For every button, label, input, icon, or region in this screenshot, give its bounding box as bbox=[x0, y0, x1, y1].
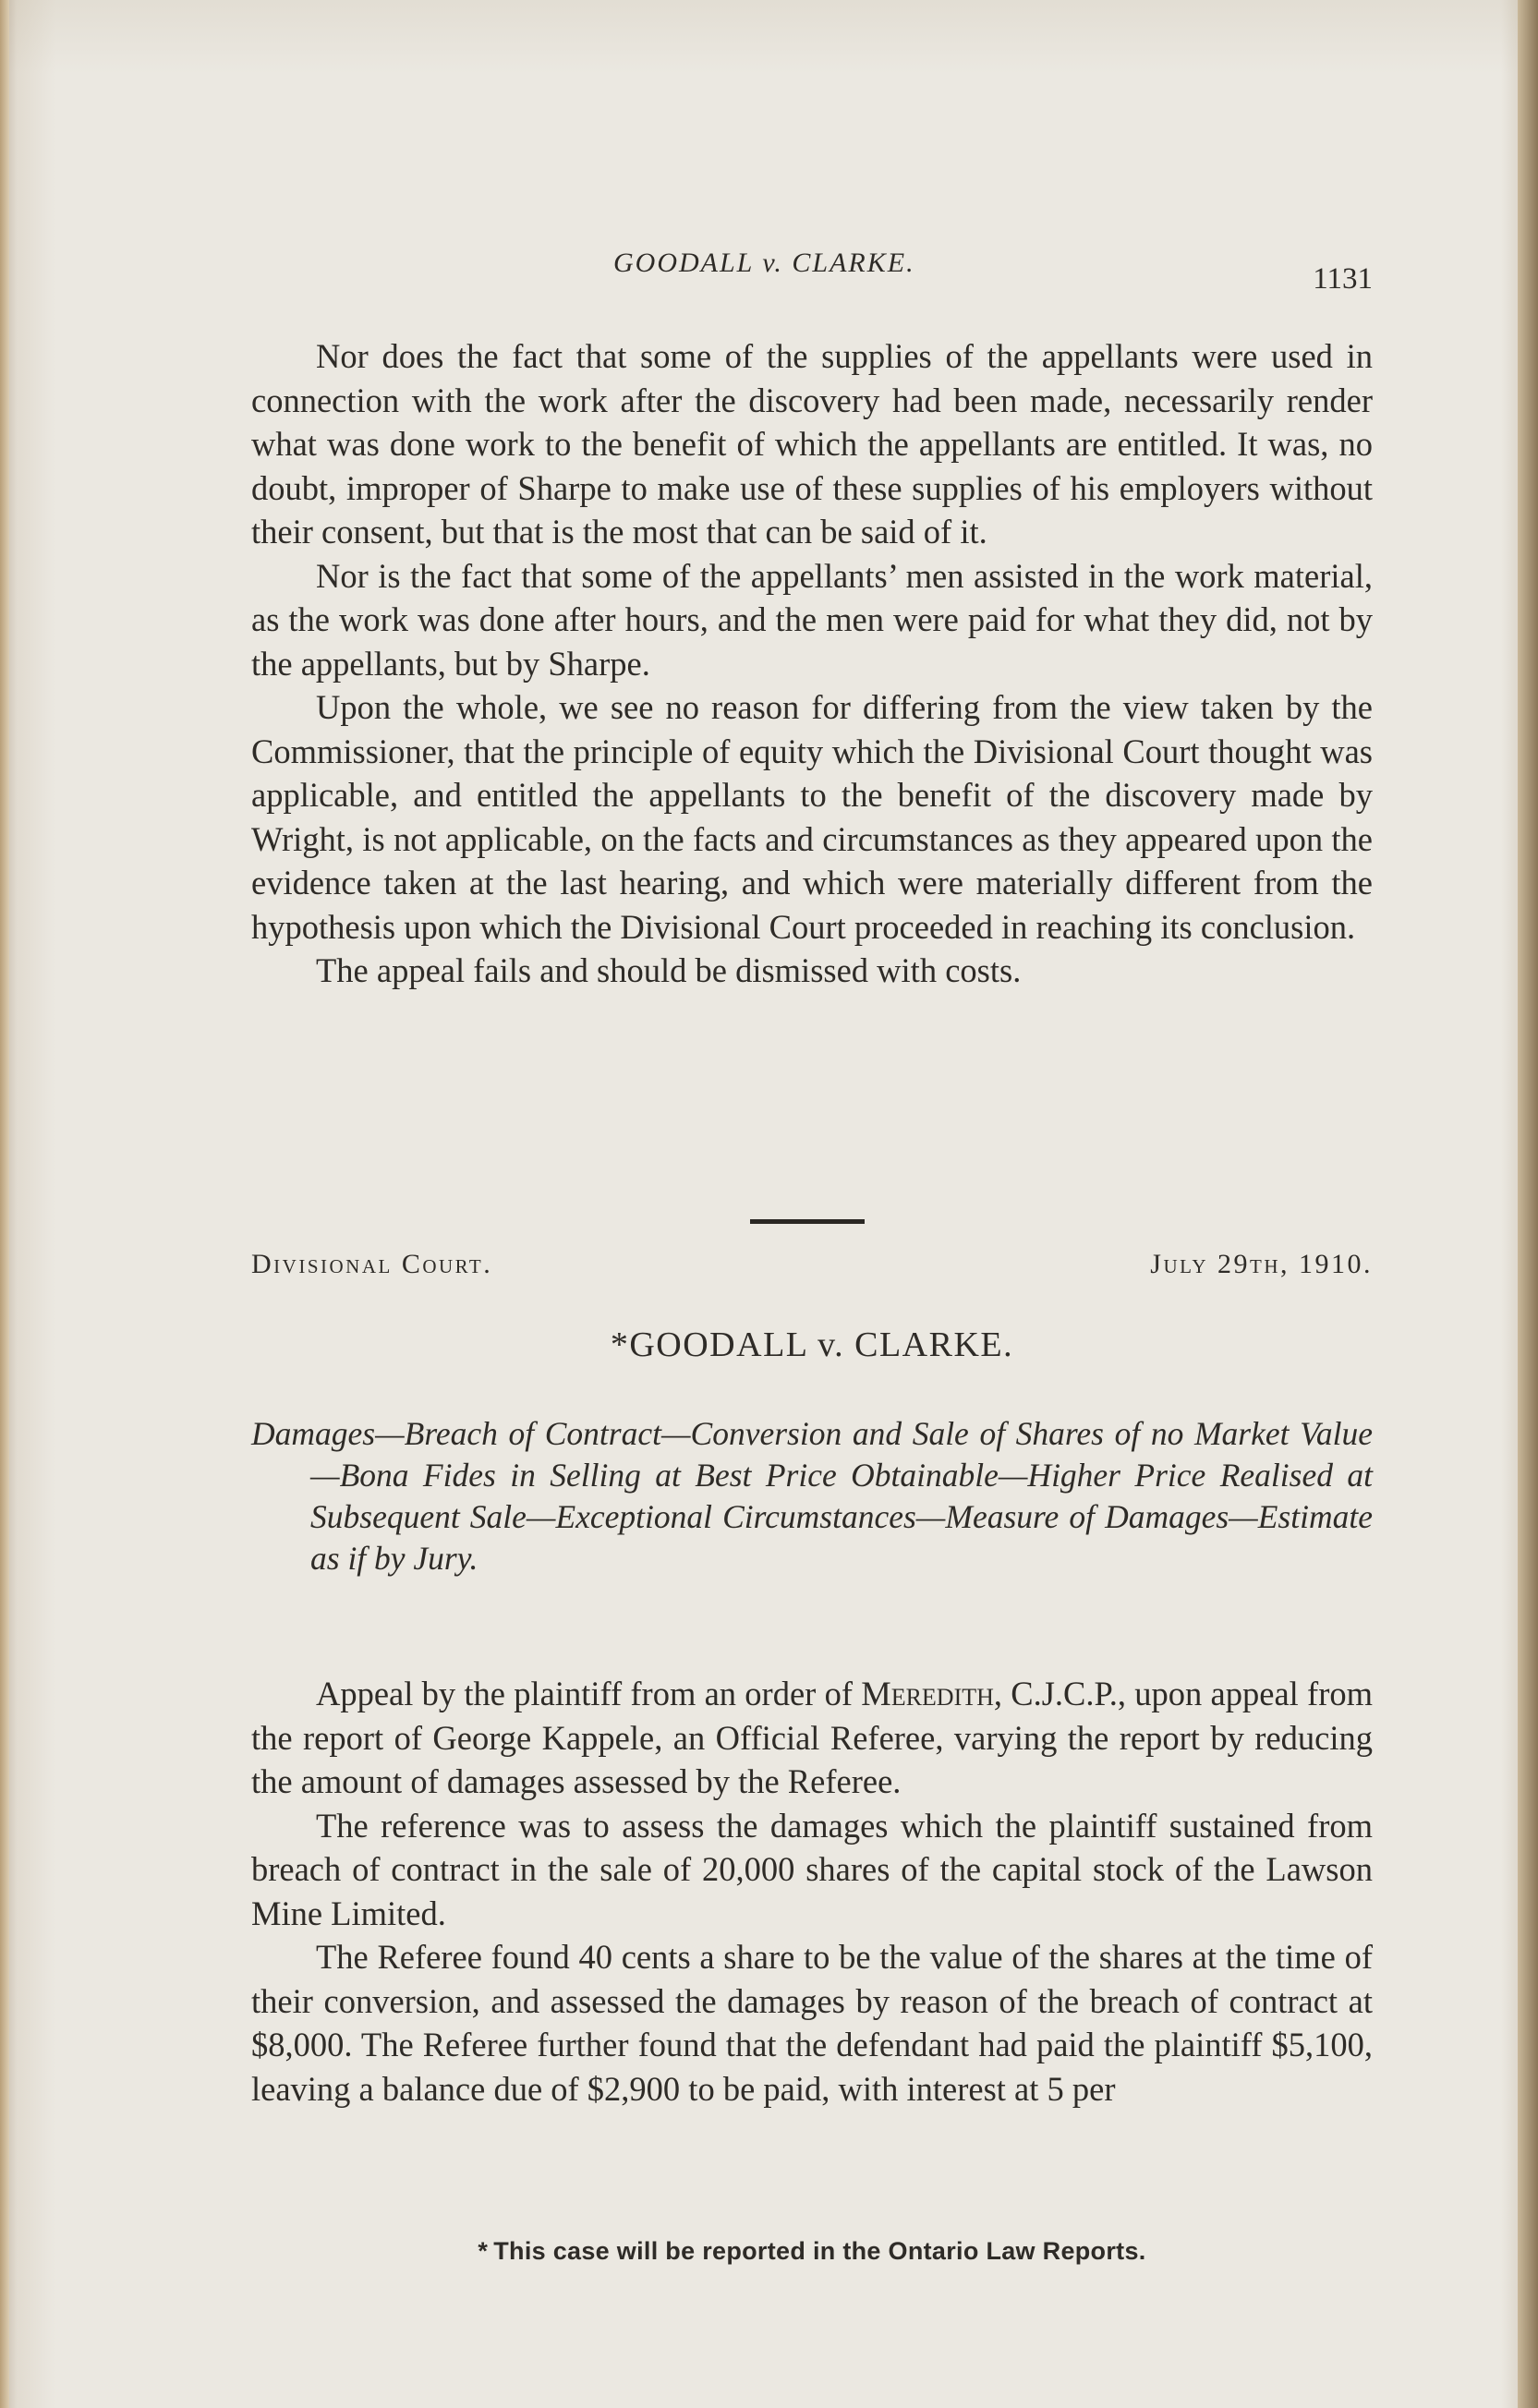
paragraph: Nor does the fact that some of the supplies of the appellants were used in connection with the work after the discovery had been made, necessarily render what was done work to the benefit of which the appellants are entitled. It was, no doubt, improper of Sharpe to make use of these supplies of his employers without their consent, but that is the most that can be said of it. bbox=[251, 337, 1373, 551]
paragraph-text: , upon appeal from the report of George Kappele, an Official Referee, varying the report by reducing the amount of damages assessed by the Referee. bbox=[251, 1675, 1373, 1800]
page-outer-edge bbox=[1518, 0, 1538, 2408]
page-number: 1131 bbox=[1313, 262, 1373, 296]
paragraph bbox=[251, 1672, 1373, 1804]
footnote-mark: * bbox=[478, 2237, 489, 2265]
running-title: GOODALL v. CLARKE. bbox=[613, 248, 915, 278]
paragraph: Nor is the fact that some of the appellants’ men assisted in the work material, as the work was done after hours, and the men were paid for what they did, not by the appellants, but by Sharpe. bbox=[251, 556, 1373, 683]
paragraph-text: Appeal by the plaintiff from an order of bbox=[316, 1675, 862, 1712]
footnote bbox=[251, 2237, 1373, 2266]
page-binding-edge bbox=[0, 0, 9, 2408]
running-header bbox=[251, 242, 1373, 296]
paragraph: Upon the whole, we see no reason for differing from the view taken by the Commissioner, that the principle of equity which the Divisional Court thought was applicable, and entitled the appellants to the benefit of the discovery made by Wright, is not applicable, on the facts and circumstances as they appeared upon the evidence taken at the last hearing, and which were materially different from the hypothesis upon which the Divisional Court proceeded in reaching its conclusion. bbox=[251, 688, 1373, 946]
case-statement bbox=[251, 1672, 1373, 2111]
case-title: *GOODALL v. CLARKE. bbox=[610, 1325, 1014, 1364]
paragraph: The reference was to assess the damages which the plaintiff sustained from breach of contract in the sale of 20,000 shares of the capital stock of the Lawson Mine Limited. bbox=[251, 1806, 1373, 1932]
paragraph: The appeal fails and should be dismissed with costs. bbox=[316, 951, 1022, 989]
decision-date: July 29th, 1910. bbox=[1150, 1249, 1373, 1279]
judgment-conclusion bbox=[251, 334, 1373, 993]
judge-name: Meredith, C.J.C.P. bbox=[861, 1675, 1118, 1712]
footnote-text: This case will be reported in the Ontario Law Reports. bbox=[493, 2237, 1146, 2265]
court-line bbox=[251, 1249, 1373, 1289]
section-divider bbox=[750, 1219, 865, 1224]
court-name: Divisional Court. bbox=[251, 1249, 493, 1279]
headnote: Damages—Breach of Contract—Conversion and Sale of Shares of no Market Value—Bona Fides in Selling at Best Price Obtainable—Higher Price Realised at Subsequent Sale—Exceptional Circumstances—Measure of Damages—Estimate as if by Jury. bbox=[251, 1415, 1373, 1577]
paragraph: The Referee found 40 cents a share to be the value of the shares at the time of their conversion, and assessed the damages by reason of the breach of contract at $8,000. The Referee further found that the defendant had paid the plaintiff $5,100, leaving a balance due of $2,900 to be paid, with interest at 5 per bbox=[251, 1938, 1373, 2108]
